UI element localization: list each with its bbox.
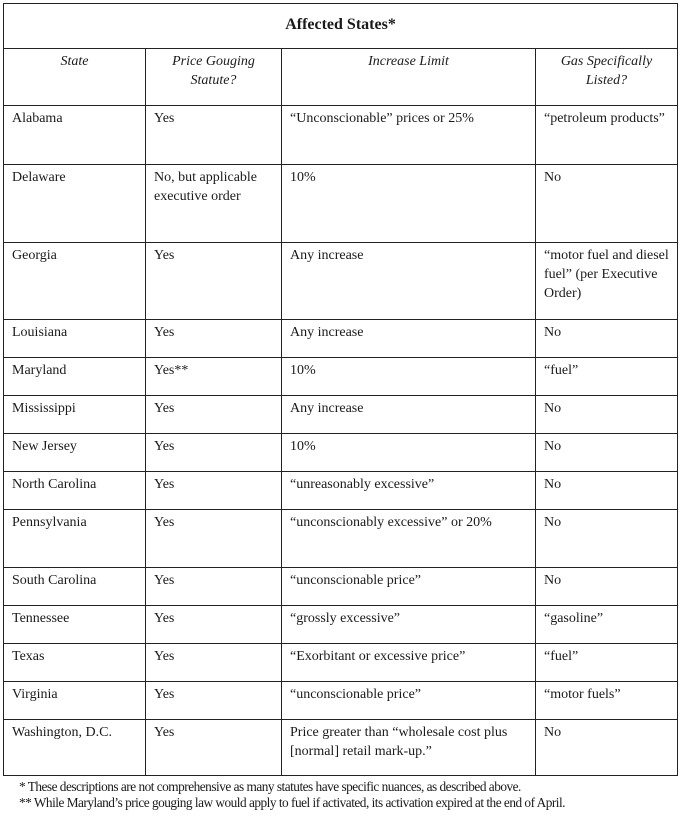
cell-state <box>4 396 146 434</box>
cell-statute-text: Yes <box>154 325 175 340</box>
cell-increase-limit-text: Any increase <box>290 325 364 340</box>
cell-gas-listed <box>536 106 678 165</box>
cell-statute-text: Yes <box>154 573 175 588</box>
cell-statute-text: Yes <box>154 477 175 492</box>
cell-increase-limit <box>282 396 536 434</box>
cell-state <box>4 568 146 606</box>
cell-statute-text: Yes <box>154 725 175 740</box>
cell-state-text: Alabama <box>12 111 63 126</box>
cell-increase-limit-text: “Unconscionable” prices or 25% <box>290 111 474 126</box>
cell-increase-limit <box>282 682 536 720</box>
cell-state-text: Pennsylvania <box>12 515 87 530</box>
cell-increase-limit <box>282 568 536 606</box>
cell-state <box>4 434 146 472</box>
cell-increase-limit <box>282 606 536 644</box>
cell-statute <box>146 243 282 320</box>
cell-gas-listed-text: “motor fuel and diesel fuel” (per Executive Order) <box>544 248 669 301</box>
cell-state <box>4 720 146 776</box>
cell-gas-listed-text: No <box>544 573 562 588</box>
cell-gas-listed-text: “petroleum products” <box>544 111 665 126</box>
cell-gas-listed <box>536 165 678 243</box>
cell-gas-listed <box>536 358 678 396</box>
cell-gas-listed <box>536 720 678 776</box>
document-page <box>3 3 677 811</box>
table-row <box>4 682 678 720</box>
header-gas-listed: Gas Specifically Listed? <box>536 49 678 106</box>
cell-increase-limit <box>282 472 536 510</box>
cell-statute-text: Yes** <box>154 363 189 378</box>
footnote-1: * These descriptions are not comprehensive as many statutes have specific nuances, as described above. <box>19 779 521 794</box>
cell-increase-limit <box>282 243 536 320</box>
header-increase-limit: Increase Limit <box>282 49 536 106</box>
cell-increase-limit-text: 10% <box>290 439 316 454</box>
cell-statute <box>146 682 282 720</box>
cell-statute-text: No, but applicable executive order <box>154 170 258 204</box>
header-state: State <box>4 49 146 106</box>
cell-gas-listed-text: “fuel” <box>544 363 579 378</box>
cell-increase-limit <box>282 434 536 472</box>
table-row <box>4 606 678 644</box>
cell-gas-listed-text: “motor fuels” <box>544 687 621 702</box>
cell-increase-limit-text: “unconscionably excessive” or 20% <box>290 515 492 530</box>
cell-gas-listed <box>536 320 678 358</box>
cell-statute <box>146 320 282 358</box>
cell-state <box>4 165 146 243</box>
cell-statute-text: Yes <box>154 611 175 626</box>
cell-state-text: Georgia <box>12 248 57 263</box>
cell-increase-limit-text: 10% <box>290 363 316 378</box>
cell-state-text: Mississippi <box>12 401 76 416</box>
table-row <box>4 720 678 776</box>
table-row <box>4 644 678 682</box>
cell-statute <box>146 606 282 644</box>
cell-state-text: Maryland <box>12 363 67 378</box>
cell-increase-limit <box>282 720 536 776</box>
cell-state-text: Delaware <box>12 170 66 185</box>
cell-state <box>4 320 146 358</box>
cell-state <box>4 358 146 396</box>
cell-gas-listed-text: “gasoline” <box>544 611 604 626</box>
cell-state <box>4 472 146 510</box>
cell-increase-limit <box>282 510 536 568</box>
cell-increase-limit <box>282 106 536 165</box>
cell-gas-listed <box>536 472 678 510</box>
cell-increase-limit <box>282 320 536 358</box>
cell-gas-listed <box>536 568 678 606</box>
cell-increase-limit <box>282 358 536 396</box>
cell-statute <box>146 396 282 434</box>
table-row <box>4 434 678 472</box>
cell-statute <box>146 165 282 243</box>
cell-statute <box>146 434 282 472</box>
table-row <box>4 472 678 510</box>
cell-statute-text: Yes <box>154 515 175 530</box>
cell-gas-listed-text: “fuel” <box>544 649 579 664</box>
cell-increase-limit-text: “unconscionable price” <box>290 573 421 588</box>
cell-statute <box>146 644 282 682</box>
cell-statute <box>146 472 282 510</box>
cell-increase-limit-text: Any increase <box>290 401 364 416</box>
table-row <box>4 165 678 243</box>
table-body <box>4 106 678 776</box>
table-row <box>4 106 678 165</box>
cell-gas-listed <box>536 434 678 472</box>
cell-state <box>4 682 146 720</box>
cell-increase-limit-text: “unreasonably excessive” <box>290 477 435 492</box>
cell-state-text: Washington, D.C. <box>12 725 112 740</box>
table-row <box>4 568 678 606</box>
cell-statute <box>146 358 282 396</box>
cell-increase-limit <box>282 165 536 243</box>
cell-increase-limit-text: Any increase <box>290 248 364 263</box>
cell-gas-listed <box>536 606 678 644</box>
cell-statute-text: Yes <box>154 687 175 702</box>
cell-gas-listed-text: No <box>544 515 562 530</box>
cell-increase-limit-text: “grossly excessive” <box>290 611 401 626</box>
cell-gas-listed <box>536 682 678 720</box>
table-title: Affected States* <box>4 4 678 49</box>
cell-statute-text: Yes <box>154 649 175 664</box>
cell-gas-listed-text: No <box>544 439 562 454</box>
cell-state-text: New Jersey <box>12 439 77 454</box>
cell-gas-listed <box>536 243 678 320</box>
cell-increase-limit-text: Price greater than “wholesale cost plus [normal] retail mark-up.” <box>290 725 508 759</box>
table-row <box>4 396 678 434</box>
cell-statute-text: Yes <box>154 439 175 454</box>
cell-gas-listed <box>536 396 678 434</box>
cell-statute <box>146 106 282 165</box>
affected-states-table <box>3 3 678 776</box>
cell-state <box>4 106 146 165</box>
cell-gas-listed <box>536 644 678 682</box>
cell-increase-limit <box>282 644 536 682</box>
cell-gas-listed <box>536 510 678 568</box>
cell-statute-text: Yes <box>154 401 175 416</box>
cell-state <box>4 644 146 682</box>
table-row <box>4 243 678 320</box>
cell-state-text: Texas <box>12 649 45 664</box>
cell-statute <box>146 568 282 606</box>
header-statute: Price Gouging Statute? <box>146 49 282 106</box>
cell-state <box>4 243 146 320</box>
cell-state-text: Virginia <box>12 687 58 702</box>
table-row <box>4 510 678 568</box>
cell-increase-limit-text: 10% <box>290 170 316 185</box>
cell-statute <box>146 720 282 776</box>
table-row <box>4 358 678 396</box>
footnotes <box>3 776 677 811</box>
footnote-2: ** While Maryland’s price gouging law would apply to fuel if activated, its activation expired at the end of April. <box>19 795 565 810</box>
cell-statute-text: Yes <box>154 111 175 126</box>
cell-statute-text: Yes <box>154 248 175 263</box>
header-row <box>4 49 678 106</box>
cell-state <box>4 606 146 644</box>
cell-increase-limit-text: “unconscionable price” <box>290 687 421 702</box>
cell-statute <box>146 510 282 568</box>
cell-gas-listed-text: No <box>544 325 562 340</box>
cell-gas-listed-text: No <box>544 170 562 185</box>
cell-state-text: North Carolina <box>12 477 97 492</box>
cell-state-text: South Carolina <box>12 573 97 588</box>
cell-state <box>4 510 146 568</box>
cell-increase-limit-text: “Exorbitant or excessive price” <box>290 649 466 664</box>
cell-gas-listed-text: No <box>544 725 562 740</box>
cell-state-text: Tennessee <box>12 611 70 626</box>
cell-gas-listed-text: No <box>544 401 562 416</box>
table-row <box>4 320 678 358</box>
cell-state-text: Louisiana <box>12 325 68 340</box>
cell-gas-listed-text: No <box>544 477 562 492</box>
